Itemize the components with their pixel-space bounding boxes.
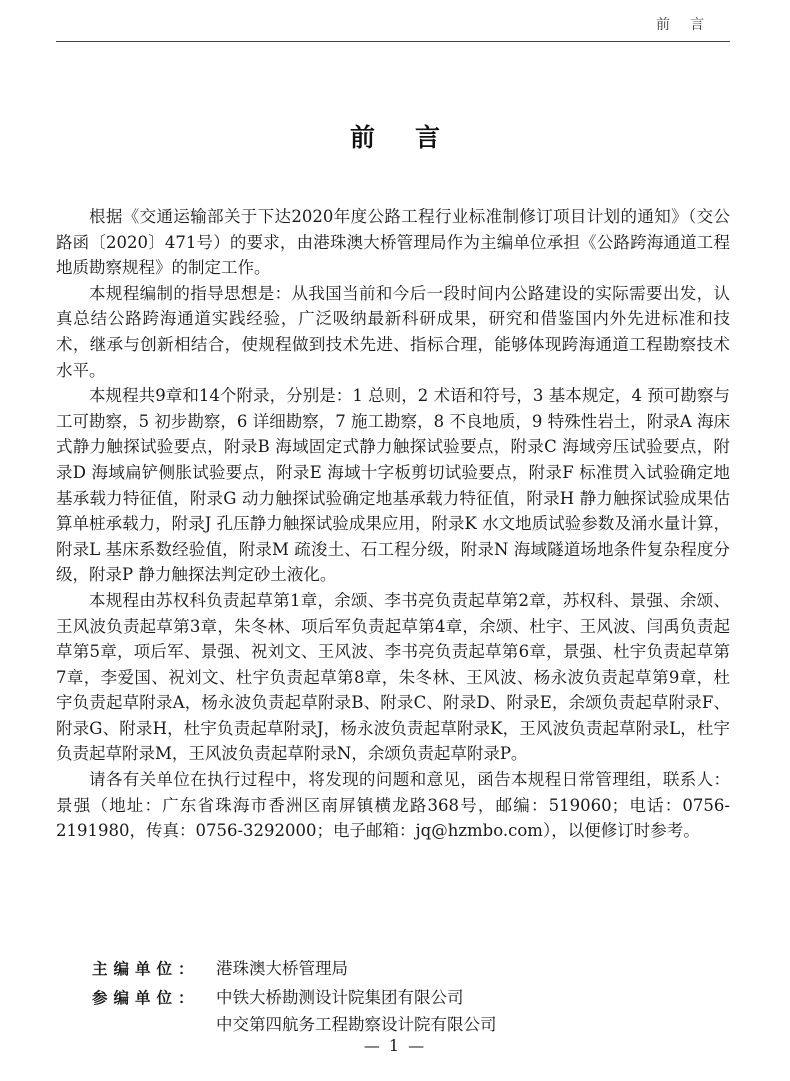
chief-unit-row [92, 955, 497, 984]
paragraph-contact: 请各有关单位在执行过程中，将发现的问题和意见，函告本规程日常管理组，联系人：景强（地址：广东省珠海市香洲区南屏镇横龙路368号，邮编：519060；电话：0756-2191980，传真：0756-3292000；电子邮箱：jq@hzmbo.com），以便修订时参考。 [56, 770, 730, 841]
participating-unit-name: 中交第四航务工程勘察设计院有限公司 [216, 1015, 497, 1034]
header-divider [56, 41, 730, 42]
paragraph-guiding-idea: 本规程编制的指导思想是：从我国当前和今后一段时间内公路建设的实际需要出发，认真总结公路跨海通道实践经验，广泛吸纳最新科研成果，研究和借鉴国内外先进标准和技术，继承与创新相结合，使规程做到技术先进、指标合理，能够体现跨海通道工程勘察技术水平。 [56, 283, 730, 380]
page-number: — 1 — [363, 1036, 427, 1055]
body-text [56, 204, 730, 844]
page-title: 前言 [349, 123, 480, 152]
paragraph-task-origin: 根据《交通运输部关于下达2020年度公路工程行业标准制修订项目计划的通知》（交公路函〔2020〕471号）的要求，由港珠澳大桥管理局作为主编单位承担《公路跨海通道工程地质勘察规程》的制定工作。 [56, 207, 730, 278]
paragraph-structure: 本规程共9章和14个附录，分别是：1 总则，2 术语和符号，3 基本规定，4 预可勘察与工可勘察，5 初步勘察，6 详细勘察，7 施工勘察，8 不良地质，9 特殊性岩土，附录A 海床式静力触探试验要点，附录B 海域固定式静力触探试验要点，附录C 海域旁压试验要点，附录D 海域扁铲侧胀试验要点，附录E 海域十字板剪切试验要点，附录F 标准贯入试验确定地基承载力特征值，附录G 动力触探试验确定地基承载力特征值，附录H 静力触探试验成果估算单桩承载力，附录J 孔压静力触探试验成果应用，附录K 水文地质试验参数及涌水量计算，附录L 基床系数经验值，附录M 疏浚土、石工程分级，附录N 海域隧道场地条件复杂程度分级，附录P 静力触探法判定砂土液化。 [56, 386, 730, 585]
chief-unit-label: 主编单位： [92, 960, 200, 978]
participating-unit-name: 中铁大桥勘测设计院集团有限公司 [216, 987, 464, 1007]
running-header: 前言 [656, 17, 724, 33]
chief-unit-name: 港珠澳大桥管理局 [216, 959, 348, 978]
participating-unit-row [92, 984, 497, 1039]
drafting-units [92, 955, 497, 1039]
paragraph-drafters: 本规程由苏权科负责起草第1章，余颂、李书亮负责起草第2章，苏权科、景强、余颂、王风波负责起草第3章，朱冬林、项后军负责起草第4章，余颂、杜宇、王风波、闫禹负责起草第5章，项后军、景强、祝刘文、王风波、李书亮负责起草第6章，景强、杜宇负责起草第7章，李爱国、祝刘文、杜宇负责起草第8章，朱冬林、王风波、杨永波负责起草第9章，杜宇负责起草附录A，杨永波负责起草附录B、附录C、附录D、附录E，余颂负责起草附录F、附录G、附录H，杜宇负责起草附录J，杨永波负责起草附录K，王风波负责起草附录L，杜宇负责起草附录M，王风波负责起草附录N，余颂负责起草附录P。 [56, 590, 730, 764]
participating-unit-label: 参编单位： [92, 988, 200, 1007]
